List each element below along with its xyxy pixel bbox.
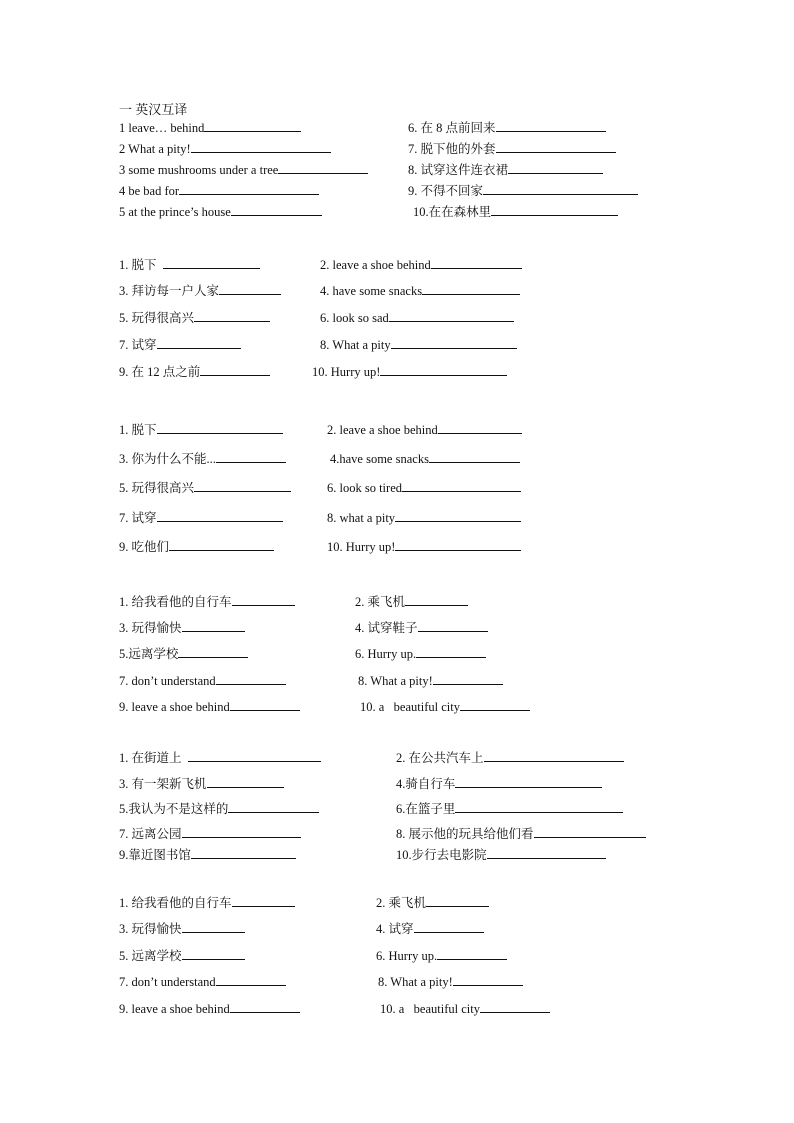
exercise-prompt: 4. have some snacks	[320, 284, 423, 298]
answer-blank[interactable]	[426, 894, 489, 907]
exercise-prompt: 1. 脱下	[119, 423, 157, 437]
exercise-item	[376, 894, 489, 911]
exercise-item	[119, 920, 245, 937]
exercise-item	[396, 846, 606, 863]
exercise-prompt: 8. 展示他的玩具给他们看	[396, 827, 534, 841]
exercise-prompt: 7. 试穿	[119, 511, 157, 525]
exercise-item	[312, 363, 507, 380]
exercise-item	[119, 973, 286, 990]
exercise-prompt: 3. 你为什么不能...	[119, 452, 216, 466]
answer-blank[interactable]	[416, 645, 486, 658]
exercise-prompt: 2. 乘飞机	[355, 595, 406, 609]
answer-blank[interactable]	[157, 421, 283, 434]
exercise-item	[320, 309, 514, 326]
exercise-prompt: 10. Hurry up!	[327, 540, 396, 554]
exercise-item	[119, 894, 295, 911]
answer-blank[interactable]	[438, 421, 522, 434]
answer-blank[interactable]	[433, 672, 503, 685]
exercise-prompt: 6. look so sad	[320, 311, 389, 325]
exercise-prompt: 5. 远离学校	[119, 949, 182, 963]
exercise-item	[119, 450, 286, 467]
answer-blank[interactable]	[232, 593, 295, 606]
answer-blank[interactable]	[422, 282, 520, 295]
answer-blank[interactable]	[230, 698, 300, 711]
exercise-item	[408, 119, 606, 136]
answer-blank[interactable]	[231, 203, 322, 216]
exercise-prompt: 9. 不得不回家	[408, 184, 484, 198]
exercise-item	[327, 509, 521, 526]
exercise-prompt: 3 some mushrooms under a tree	[119, 163, 279, 177]
exercise-prompt: 2 What a pity!	[119, 142, 191, 156]
exercise-item	[119, 1000, 300, 1017]
exercise-item	[408, 161, 603, 178]
answer-blank[interactable]	[418, 619, 488, 632]
exercise-item	[380, 1000, 550, 1017]
exercise-prompt: 8. What a pity	[320, 338, 391, 352]
exercise-prompt: 2. 在公共汽车上	[396, 751, 484, 765]
answer-blank[interactable]	[178, 645, 248, 658]
exercise-item	[119, 538, 274, 555]
exercise-item	[119, 161, 368, 178]
exercise-item	[119, 775, 284, 792]
exercise-item	[119, 749, 321, 766]
exercise-item	[119, 309, 270, 326]
exercise-prompt: 10.在在森林里	[413, 205, 492, 219]
answer-blank[interactable]	[194, 309, 270, 322]
exercise-item	[320, 336, 517, 353]
exercise-item	[396, 749, 624, 766]
exercise-item	[119, 698, 300, 715]
exercise-item	[413, 203, 618, 220]
exercise-prompt: 6. 在 8 点前回来	[408, 121, 496, 135]
exercise-prompt: 5 at the prince’s house	[119, 205, 231, 219]
exercise-item	[119, 593, 295, 610]
answer-blank[interactable]	[230, 1000, 300, 1013]
answer-blank[interactable]	[496, 119, 606, 132]
exercise-prompt: 9. leave a shoe behind	[119, 700, 230, 714]
worksheet-heading: 一 英汉互译	[119, 102, 188, 117]
exercise-item	[355, 645, 486, 662]
exercise-prompt: 1. 在街道上	[119, 751, 188, 765]
answer-blank[interactable]	[182, 947, 245, 960]
exercise-prompt: 2. leave a shoe behind	[320, 258, 431, 272]
answer-blank[interactable]	[228, 800, 319, 813]
answer-blank[interactable]	[191, 846, 296, 859]
exercise-prompt: 4. 试穿	[376, 922, 414, 936]
answer-blank[interactable]	[480, 1000, 550, 1013]
answer-blank[interactable]	[414, 920, 484, 933]
exercise-item	[408, 182, 638, 199]
exercise-prompt: 1. 脱下	[119, 258, 163, 272]
exercise-prompt: 3. 玩得愉快	[119, 922, 182, 936]
exercise-item	[376, 920, 484, 937]
answer-blank[interactable]	[169, 538, 274, 551]
exercise-prompt: 7. 试穿	[119, 338, 157, 352]
exercise-item	[408, 140, 616, 157]
exercise-item	[119, 421, 283, 438]
exercise-prompt: 8. what a pity	[327, 511, 396, 525]
exercise-item	[358, 672, 503, 689]
answer-blank[interactable]	[508, 161, 603, 174]
exercise-prompt: 3. 有一架新飞机	[119, 777, 207, 791]
answer-blank[interactable]	[191, 140, 331, 153]
exercise-item	[396, 825, 646, 842]
answer-blank[interactable]	[483, 182, 638, 195]
answer-blank[interactable]	[429, 450, 520, 463]
exercise-item	[320, 282, 520, 299]
answer-blank[interactable]	[391, 336, 517, 349]
exercise-prompt: 10. a beautiful city	[360, 700, 460, 714]
answer-blank[interactable]	[278, 161, 368, 174]
exercise-item	[376, 947, 507, 964]
exercise-item	[327, 421, 522, 438]
exercise-prompt: 6. Hurry up.	[355, 647, 417, 661]
exercise-prompt: 4. 试穿鞋子	[355, 621, 418, 635]
exercise-prompt: 2. 乘飞机	[376, 896, 427, 910]
exercise-prompt: 9.靠近图书馆	[119, 848, 191, 862]
answer-blank[interactable]	[200, 363, 270, 376]
exercise-prompt: 4.骑自行车	[396, 777, 456, 791]
answer-blank[interactable]	[232, 894, 295, 907]
answer-blank[interactable]	[182, 825, 301, 838]
answer-blank[interactable]	[455, 775, 602, 788]
answer-blank[interactable]	[431, 256, 522, 269]
exercise-item	[320, 256, 522, 273]
exercise-prompt: 8. 试穿这件连衣裙	[408, 163, 509, 177]
exercise-prompt: 8. What a pity!	[378, 975, 453, 989]
exercise-item	[119, 825, 301, 842]
answer-blank[interactable]	[496, 140, 616, 153]
answer-blank[interactable]	[216, 450, 286, 463]
answer-blank[interactable]	[395, 538, 521, 551]
answer-blank[interactable]	[207, 775, 284, 788]
exercise-prompt: 3. 玩得愉快	[119, 621, 182, 635]
exercise-item	[360, 698, 530, 715]
answer-blank[interactable]	[380, 363, 507, 376]
answer-blank[interactable]	[389, 309, 514, 322]
exercise-item	[119, 363, 270, 380]
answer-blank[interactable]	[487, 846, 606, 859]
exercise-prompt: 4.have some snacks	[330, 452, 429, 466]
exercise-prompt: 10. Hurry up!	[312, 365, 381, 379]
exercise-item	[396, 775, 602, 792]
exercise-item	[119, 336, 241, 353]
exercise-prompt: 6.在篮子里	[396, 802, 456, 816]
exercise-item	[119, 203, 322, 220]
exercise-prompt: 10.步行去电影院	[396, 848, 487, 862]
exercise-item	[119, 509, 283, 526]
exercise-item	[119, 282, 281, 299]
exercise-item	[355, 593, 468, 610]
answer-blank[interactable]	[188, 749, 321, 762]
answer-blank[interactable]	[437, 947, 507, 960]
exercise-prompt: 7. don’t understand	[119, 975, 216, 989]
answer-blank[interactable]	[484, 749, 624, 762]
exercise-prompt: 3. 拜访每一户人家	[119, 284, 220, 298]
exercise-prompt: 1. 给我看他的自行车	[119, 595, 232, 609]
exercise-prompt: 1 leave… behind	[119, 121, 205, 135]
exercise-item	[119, 119, 301, 136]
exercise-item	[330, 450, 520, 467]
exercise-prompt: 4 be bad for	[119, 184, 180, 198]
answer-blank[interactable]	[219, 282, 281, 295]
exercise-prompt: 5. 玩得很高兴	[119, 481, 195, 495]
answer-blank[interactable]	[216, 672, 286, 685]
answer-blank[interactable]	[534, 825, 646, 838]
exercise-prompt: 7. don’t understand	[119, 674, 216, 688]
answer-blank[interactable]	[179, 182, 319, 195]
answer-blank[interactable]	[163, 256, 260, 269]
exercise-prompt: 9. 吃他们	[119, 540, 170, 554]
answer-blank[interactable]	[157, 336, 241, 349]
exercise-item	[396, 800, 623, 817]
exercise-prompt: 9. 在 12 点之前	[119, 365, 201, 379]
exercise-item	[119, 947, 245, 964]
answer-blank[interactable]	[216, 973, 286, 986]
exercise-prompt: 5. 玩得很高兴	[119, 311, 195, 325]
exercise-prompt: 8. What a pity!	[358, 674, 433, 688]
exercise-prompt: 7. 远离公园	[119, 827, 182, 841]
exercise-prompt: 5.远离学校	[119, 647, 179, 661]
exercise-item	[378, 973, 523, 990]
answer-blank[interactable]	[182, 920, 245, 933]
exercise-prompt: 9. leave a shoe behind	[119, 1002, 230, 1016]
answer-blank[interactable]	[182, 619, 245, 632]
exercise-item	[355, 619, 488, 636]
answer-blank[interactable]	[405, 593, 468, 606]
exercise-prompt: 5.我认为不是这样的	[119, 802, 229, 816]
exercise-item	[119, 619, 245, 636]
exercise-item	[119, 140, 331, 157]
exercise-item	[119, 846, 296, 863]
exercise-item	[327, 479, 521, 496]
exercise-prompt: 6. Hurry up.	[376, 949, 438, 963]
exercise-prompt: 10. a beautiful city	[380, 1002, 480, 1016]
answer-blank[interactable]	[402, 479, 521, 492]
answer-blank[interactable]	[204, 119, 301, 132]
answer-blank[interactable]	[395, 509, 521, 522]
exercise-item	[119, 672, 286, 689]
exercise-item	[119, 800, 319, 817]
exercise-item	[119, 182, 319, 199]
answer-blank[interactable]	[491, 203, 618, 216]
exercise-prompt: 1. 给我看他的自行车	[119, 896, 232, 910]
exercise-prompt: 2. leave a shoe behind	[327, 423, 438, 437]
exercise-item	[327, 538, 521, 555]
exercise-item	[119, 256, 260, 273]
exercise-item	[119, 645, 248, 662]
exercise-prompt: 7. 脱下他的外套	[408, 142, 496, 156]
answer-blank[interactable]	[455, 800, 623, 813]
answer-blank[interactable]	[194, 479, 291, 492]
exercise-prompt: 6. look so tired	[327, 481, 402, 495]
answer-blank[interactable]	[453, 973, 523, 986]
answer-blank[interactable]	[460, 698, 530, 711]
answer-blank[interactable]	[157, 509, 283, 522]
exercise-item	[119, 479, 291, 496]
